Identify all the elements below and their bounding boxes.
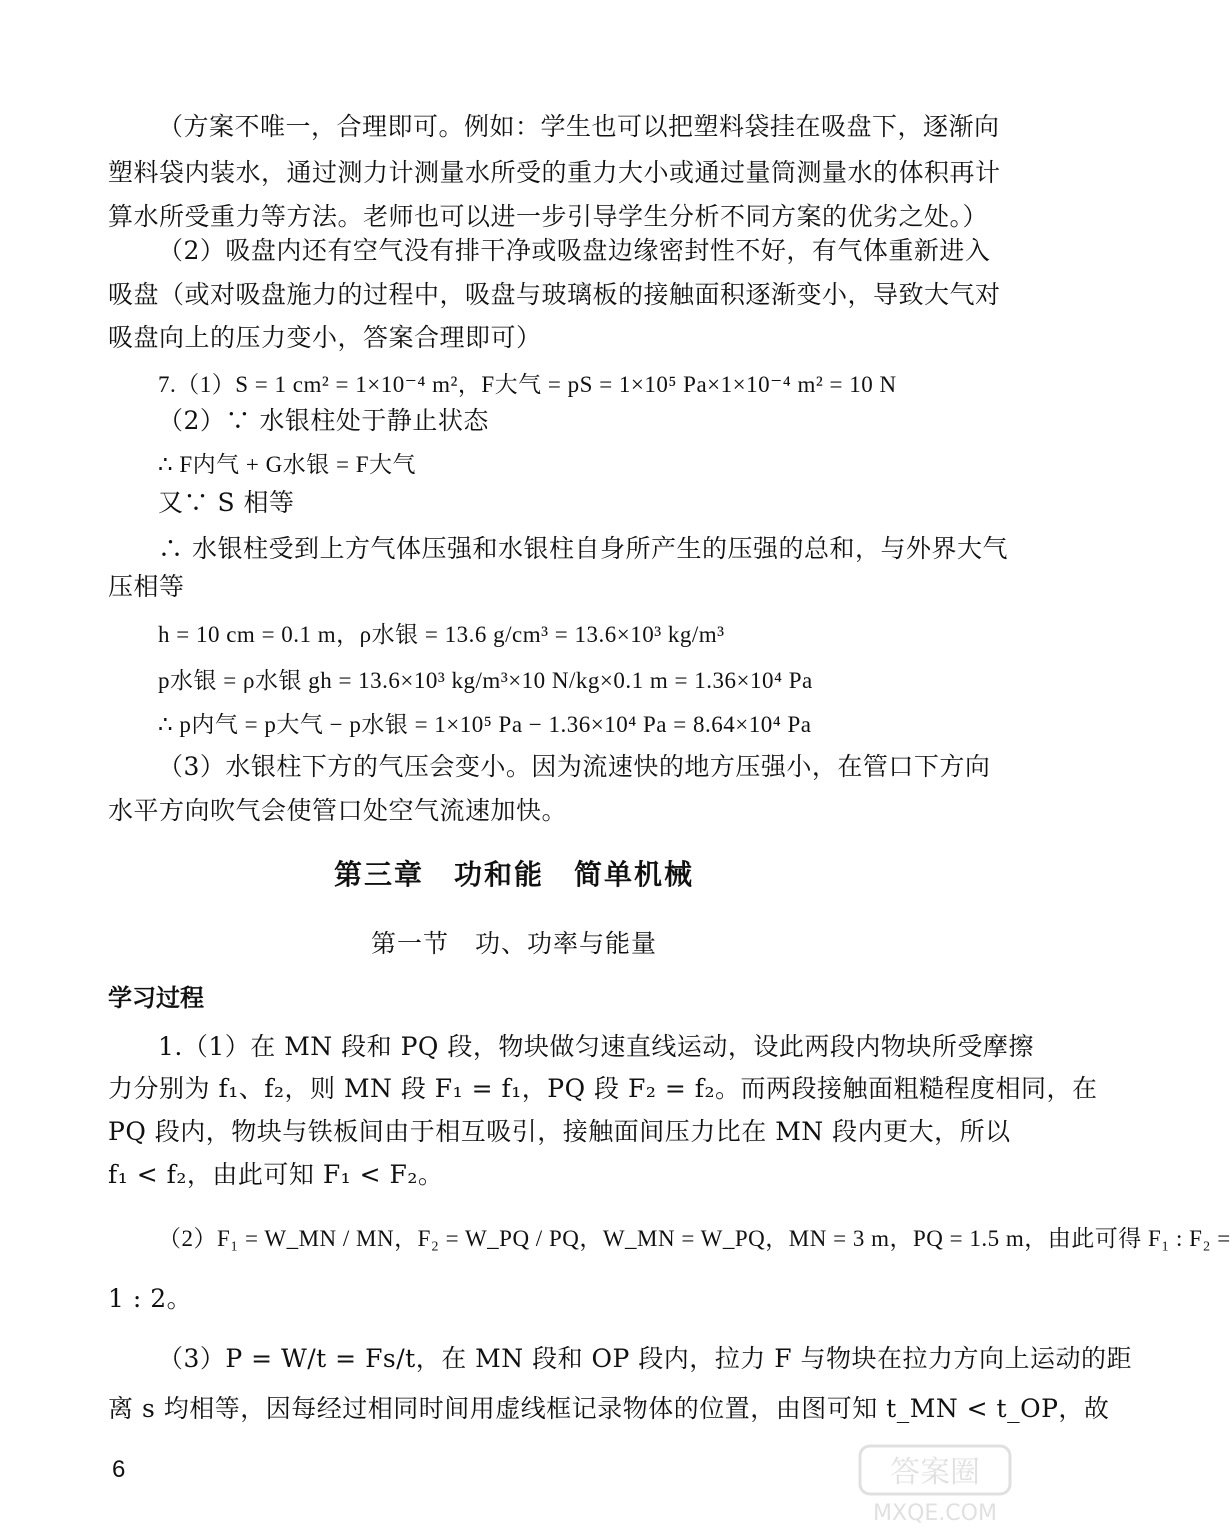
text-line: 1 : 2。 xyxy=(108,1284,193,1313)
page-number: 6 xyxy=(112,1456,126,1483)
text-line: 吸盘（或对吸盘施力的过程中，吸盘与玻璃板的接触面积逐渐变小，导致大气对 xyxy=(108,280,1001,309)
equation-line: p水银 = ρ水银 gh = 13.6×10³ kg/m³×10 N/kg×0.1 m = 1.36×10⁴ Pa xyxy=(158,668,813,693)
text-line: （2）吸盘内还有空气没有排干净或吸盘边缘密封性不好，有气体重新进入 xyxy=(158,236,991,265)
text-line: 1.（1）在 MN 段和 PQ 段，物块做匀速直线运动，设此两段内物块所受摩擦 xyxy=(158,1032,1034,1061)
text-line: PQ 段内，物块与铁板间由于相互吸引，接触面间压力比在 MN 段内更大，所以 xyxy=(108,1117,1011,1146)
text-line: 又∵ S 相等 xyxy=(158,488,295,517)
svg-text:答案圈: 答案圈 xyxy=(890,1455,980,1490)
text-line: （方案不唯一，合理即可。例如：学生也可以把塑料袋挂在吸盘下，逐渐向 xyxy=(158,112,1000,141)
text-line: 离 s 均相等，因每经过相同时间用虚线框记录物体的位置，由图可知 t_MN < t_OP，故 xyxy=(108,1394,1110,1423)
equation-line: 7.（1）S = 1 cm² = 1×10⁻⁴ m²，F大气 = pS = 1×10⁵ Pa×1×10⁻⁴ m² = 10 N xyxy=(158,372,897,397)
text-line: （3）水银柱下方的气压会变小。因为流速快的地方压强小，在管口下方向 xyxy=(158,752,991,781)
text-line: ∴ 水银柱受到上方气体压强和水银柱自身所产生的压强的总和，与外界大气 xyxy=(158,534,1008,563)
watermark-logo xyxy=(840,1440,1020,1530)
equation-line: ∴ F内气 + G水银 = F大气 xyxy=(158,452,417,477)
text-line: 压相等 xyxy=(108,572,185,601)
text-line: （2）∵ 水银柱处于静止状态 xyxy=(158,406,489,435)
text-line: f₁ < f₂，由此可知 F₁ < F₂。 xyxy=(108,1160,444,1189)
text-line: 力分别为 f₁、f₂，则 MN 段 F₁ = f₁，PQ 段 F₂ = f₂。而两段接触面粗糙程度相同，在 xyxy=(108,1074,1098,1103)
text-line: 塑料袋内装水，通过测力计测量水所受的重力大小或通过量筒测量水的体积再计 xyxy=(108,158,1001,187)
section-title: 第一节 功、功率与能量 xyxy=(370,929,657,958)
chapter-title: 第三章 功和能 简单机械 xyxy=(333,858,694,891)
svg-text:MXQE.COM: MXQE.COM xyxy=(873,1501,997,1526)
subsection-heading: 学习过程 xyxy=(108,984,204,1012)
text-line: 水平方向吹气会使管口处空气流速加快。 xyxy=(108,796,568,825)
text-line: 吸盘向上的压力变小，答案合理即可） xyxy=(108,323,542,352)
equation-line: （2）F₁ = W_MN / MN，F₂ = W_PQ / PQ，W_MN = W_PQ，MN = 3 m，PQ = 1.5 m，由此可得 F₁ : F₂ = xyxy=(158,1226,1231,1251)
text-line: （3）P = W/t = Fs/t，在 MN 段和 OP 段内，拉力 F 与物块在拉力方向上运动的距 xyxy=(158,1344,1133,1373)
text-line: 算水所受重力等方法。老师也可以进一步引导学生分析不同方案的优劣之处。） xyxy=(108,202,989,231)
equation-line: h = 10 cm = 0.1 m，ρ水银 = 13.6 g/cm³ = 13.6×10³ kg/m³ xyxy=(158,622,725,647)
equation-line: ∴ p内气 = p大气 − p水银 = 1×10⁵ Pa − 1.36×10⁴ Pa = 8.64×10⁴ Pa xyxy=(158,712,812,737)
